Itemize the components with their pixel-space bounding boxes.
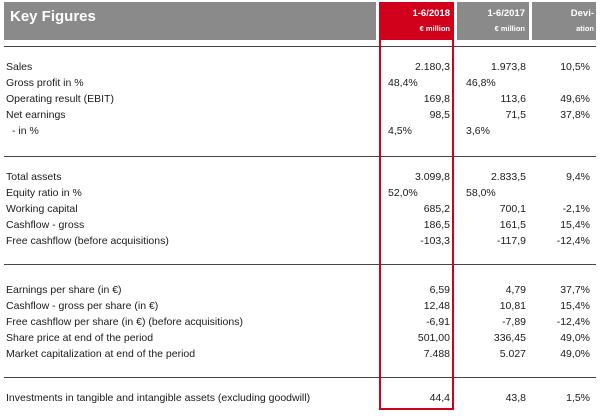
value-2018: 6,59 [429, 284, 450, 296]
table-row [4, 123, 596, 139]
row-label: - in % [12, 125, 39, 137]
value-deviation: 49,0% [560, 348, 590, 360]
row-label: Market capitalization at end of the period [6, 348, 196, 360]
table-row [4, 233, 596, 249]
value-2018: 48,4% [388, 77, 418, 89]
header-previous-period [457, 2, 529, 40]
row-label: Investments in tangible and intangible assets (excluding goodwill) [6, 392, 311, 404]
row-label: Gross profit in % [6, 77, 84, 89]
row-label: Share price at end of the period [6, 332, 154, 344]
divider [4, 377, 596, 378]
table-row [4, 91, 596, 107]
value-deviation: 37,7% [560, 284, 590, 296]
table-row [4, 185, 596, 201]
table-row [4, 201, 596, 217]
value-2017: 5.027 [499, 348, 526, 360]
value-deviation: 49,6% [560, 93, 590, 105]
table-row [4, 298, 596, 314]
row-label: Working capital [6, 203, 78, 215]
value-2018: 4,5% [388, 125, 412, 137]
header-title-cell [4, 2, 376, 40]
row-label: Operating result (EBIT) [6, 93, 114, 105]
value-2017: 46,8% [466, 77, 496, 89]
value-deviation: -12,4% [556, 235, 590, 247]
key-figures-table [4, 2, 596, 412]
deviation-label-line1: Devi- [570, 8, 594, 19]
value-2017: 3,6% [466, 125, 490, 137]
row-label: Cashflow - gross [6, 219, 85, 231]
value-2017: 336,45 [493, 332, 526, 344]
value-2017: 113,6 [500, 93, 526, 105]
value-2018: 3.099,8 [414, 171, 450, 183]
row-label: Equity ratio in % [6, 187, 82, 199]
current-period-unit: € million [419, 24, 450, 33]
divider [4, 156, 596, 157]
current-period-label: 1-6/2018 [412, 8, 450, 19]
value-2017: -117,9 [497, 235, 526, 247]
value-2018: 44,4 [429, 392, 450, 404]
row-label: Total assets [6, 171, 62, 183]
value-2017: 10,81 [499, 300, 526, 312]
value-deviation: -12,4% [556, 316, 590, 328]
divider [4, 264, 596, 265]
row-label: Earnings per share (in €) [6, 284, 122, 296]
value-deviation: 10,5% [560, 61, 590, 73]
value-2017: 1.973,8 [490, 61, 526, 73]
header-current-period [379, 2, 454, 40]
value-2018: 685,2 [423, 203, 450, 215]
table-row [4, 107, 596, 123]
table-row [4, 75, 596, 91]
value-2017: -7,89 [502, 316, 526, 328]
value-2018: 98,5 [429, 109, 450, 121]
header-deviation [532, 2, 596, 40]
table-row [4, 282, 596, 298]
value-2018: -6,91 [426, 316, 450, 328]
value-2018: 2.180,3 [414, 61, 450, 73]
table-row [4, 314, 596, 330]
value-2018: 501,00 [417, 332, 450, 344]
value-2017: 58,0% [466, 187, 496, 199]
value-deviation: 37,8% [560, 109, 590, 121]
value-2018: 52,0% [388, 187, 418, 199]
table-header [4, 2, 596, 40]
value-2017: 71,5 [505, 109, 526, 121]
value-2017: 2.833,5 [490, 171, 526, 183]
deviation-label-line2: ation [576, 24, 594, 33]
value-2017: 4,79 [505, 284, 526, 296]
table-row [4, 59, 596, 75]
value-deviation: 49,0% [560, 332, 590, 344]
value-2017: 700,1 [499, 203, 526, 215]
table-row [4, 390, 596, 406]
value-2018: 12,48 [423, 300, 450, 312]
table-title: Key Figures [10, 8, 96, 25]
table-row [4, 169, 596, 185]
previous-period-label: 1-6/2017 [487, 8, 525, 19]
row-label: Free cashflow (before acquisitions) [6, 235, 169, 247]
value-2017: 161,5 [499, 219, 526, 231]
value-deviation: 15,4% [560, 219, 590, 231]
value-2018: 186,5 [423, 219, 450, 231]
table-row [4, 217, 596, 233]
value-2018: 7.488 [423, 348, 450, 360]
row-label: Free cashflow per share (in €) (before acquisitions) [6, 316, 243, 328]
table-row [4, 346, 596, 362]
row-label: Net earnings [6, 109, 66, 121]
divider [4, 46, 596, 47]
value-2018: 169,8 [423, 93, 450, 105]
previous-period-unit: € million [494, 24, 525, 33]
value-deviation: 9,4% [566, 171, 590, 183]
value-deviation: -2,1% [562, 203, 590, 215]
value-deviation: 1,5% [566, 392, 590, 404]
value-2017: 43,8 [505, 392, 526, 404]
table-row [4, 330, 596, 346]
row-label: Sales [6, 61, 33, 73]
value-deviation: 15,4% [560, 300, 590, 312]
value-2018: -103,3 [420, 235, 450, 247]
row-label: Cashflow - gross per share (in €) [6, 300, 159, 312]
